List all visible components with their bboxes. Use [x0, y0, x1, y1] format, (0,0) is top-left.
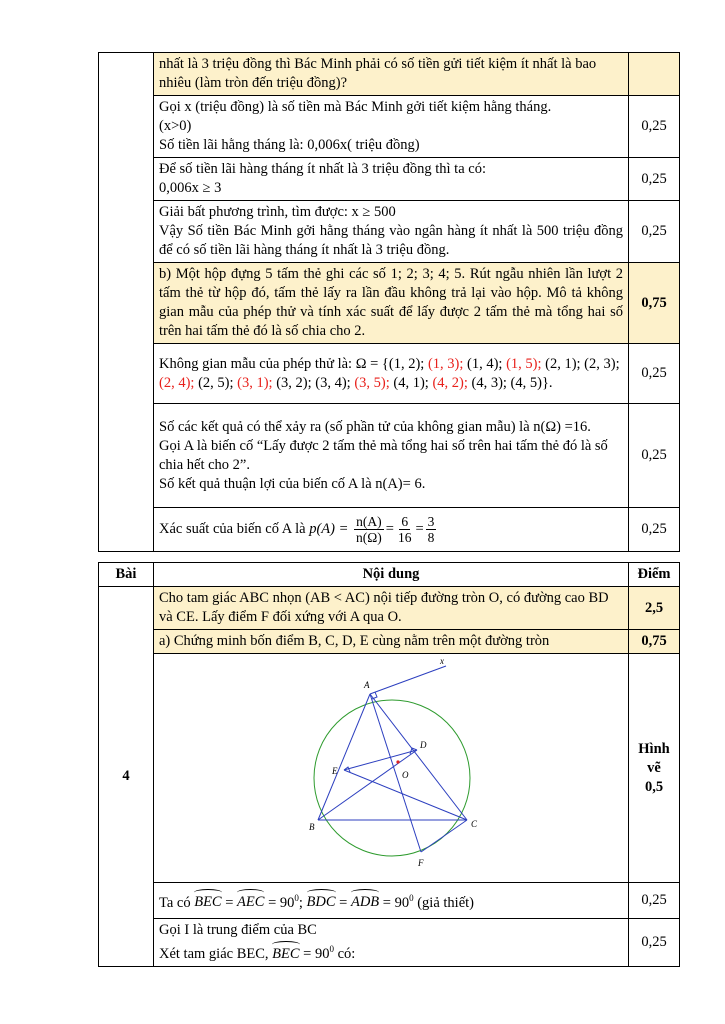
label-C: C	[471, 819, 478, 829]
score-cell: 0,25	[629, 404, 680, 508]
center-O-point	[396, 760, 399, 763]
fraction: $\frac{6}{16}$	[397, 514, 412, 545]
score-cell: 0,25	[629, 883, 680, 919]
label-O: O	[402, 770, 409, 780]
solution-table-part2	[98, 562, 680, 967]
score-cell: 0,25	[629, 919, 680, 967]
geometry-figure	[154, 654, 626, 876]
score-cell: 2,5	[629, 587, 680, 630]
angle-statement: Ta có BEC = AEC = $90^0$; BDC = ADB = $90^0$ (giả thiết)	[154, 883, 629, 919]
figure-score-cell: Hình vẽ 0,5	[629, 654, 680, 883]
question-continuation: nhất là 3 triệu đồng thì Bác Minh phải có số tiền gửi tiết kiệm ít nhất là bao nhiêu (làm tròn đến triệu đồng)?	[154, 53, 629, 96]
score-cell: 0,25	[629, 344, 680, 404]
score-cell: 0,75	[629, 630, 680, 654]
problem-intro: Cho tam giác ABC nhọn (AB < AC) nội tiếp đường tròn O, có đường cao BD và CE. Lấy điểm F đối xứng với A qua O.	[154, 587, 629, 630]
event-a: Số các kết quả có thể xảy ra (số phần tử của không gian mẫu) là n(Ω) =16. Gọi A là biến cố “Lấy được 2 tấm thẻ mà tổng hai số trên hai tấm thẻ đó là số chia hết cho 2”. Số kết quả thuận lợi của biến cố A là n(A)= 6.	[154, 404, 629, 508]
probability-formula: Xác suất của biến cố A là p(A) = $\frac{n(A)}{n(\Omega)}$ = $\frac{6}{16}$ = $\frac{3}{8}$	[154, 508, 629, 552]
segment-AC	[370, 694, 467, 820]
solution-table-part1	[98, 52, 680, 552]
geometry-figure-cell	[154, 654, 629, 883]
label-E: E	[332, 766, 338, 776]
label-D: D	[420, 740, 427, 750]
label-A: A	[364, 680, 370, 690]
problem-number-cell	[99, 53, 154, 552]
part-a-question: a) Chứng minh bốn điểm B, C, D, E cùng nằm trên một đường tròn	[154, 630, 629, 654]
score-cell: 0,25	[629, 158, 680, 201]
label-F: F	[418, 858, 424, 868]
header-diem: Điểm	[629, 563, 680, 587]
step-inequality: Để số tiền lãi hàng tháng ít nhất là 3 triệu đồng thì ta có: 0,006x ≥ 3	[154, 158, 629, 201]
tangent-Ax	[370, 666, 446, 694]
fraction: $\frac{n(A)}{n(\Omega)}$	[356, 514, 382, 545]
step-let-x: Gọi x (triệu đồng) là số tiền mà Bác Minh gởi tiết kiệm hằng tháng. (x>0) Số tiền lãi hằng tháng là: 0,006x( triệu đồng)	[154, 96, 629, 158]
score-cell: 0,25	[629, 96, 680, 158]
score-cell: 0,25	[629, 508, 680, 552]
score-cell	[629, 53, 680, 96]
header-noi-dung: Nội dung	[154, 563, 629, 587]
score-cell: 0,75	[629, 263, 680, 344]
label-B: B	[309, 822, 315, 832]
segment-AF	[370, 694, 421, 852]
label-x: x	[440, 656, 444, 666]
circumcircle	[314, 700, 470, 856]
segment-ED	[344, 750, 417, 770]
segment-FC	[421, 820, 467, 852]
step-solve: Giải bất phương trình, tìm được: x ≥ 500 Vậy Số tiền Bác Minh gởi hằng tháng vào ngân hàng ít nhất là 500 triệu đồng để có số tiền lãi hàng tháng ít nhất là 3 triệu đồng.	[154, 201, 629, 263]
sample-space: Không gian mẫu của phép thử là: Ω = {(1, 2); (1, 3); (1, 4); (1, 5); (2, 1); (2, 3); (2, 4); (2, 5); (3, 1); (3, 2); (3, 4); (3, 5); (4, 1); (4, 2); (4, 3); (4, 5)}.	[154, 344, 629, 404]
midpoint-statement: Gọi I là trung điểm của BC Xét tam giác BEC, BEC = $90^0$ có:	[154, 919, 629, 967]
fraction: $\frac{3}{8}$	[427, 514, 435, 545]
header-bai: Bài	[99, 563, 154, 587]
score-cell: 0,25	[629, 201, 680, 263]
question-part-b: b) Một hộp đựng 5 tấm thẻ ghi các số 1; 2; 3; 4; 5. Rút ngẫu nhiên lần lượt 2 tấm thẻ từ hộp đó, tấm thẻ lấy ra lần đầu không trả lại vào hộp. Mô tả không gian mẫu của phép thử và tính xác suất để lấy được 2 tấm thẻ mà tổng hai số trên hai tấm thẻ đó là số chia cho 2.	[154, 263, 629, 344]
problem-number: 4	[99, 587, 154, 967]
